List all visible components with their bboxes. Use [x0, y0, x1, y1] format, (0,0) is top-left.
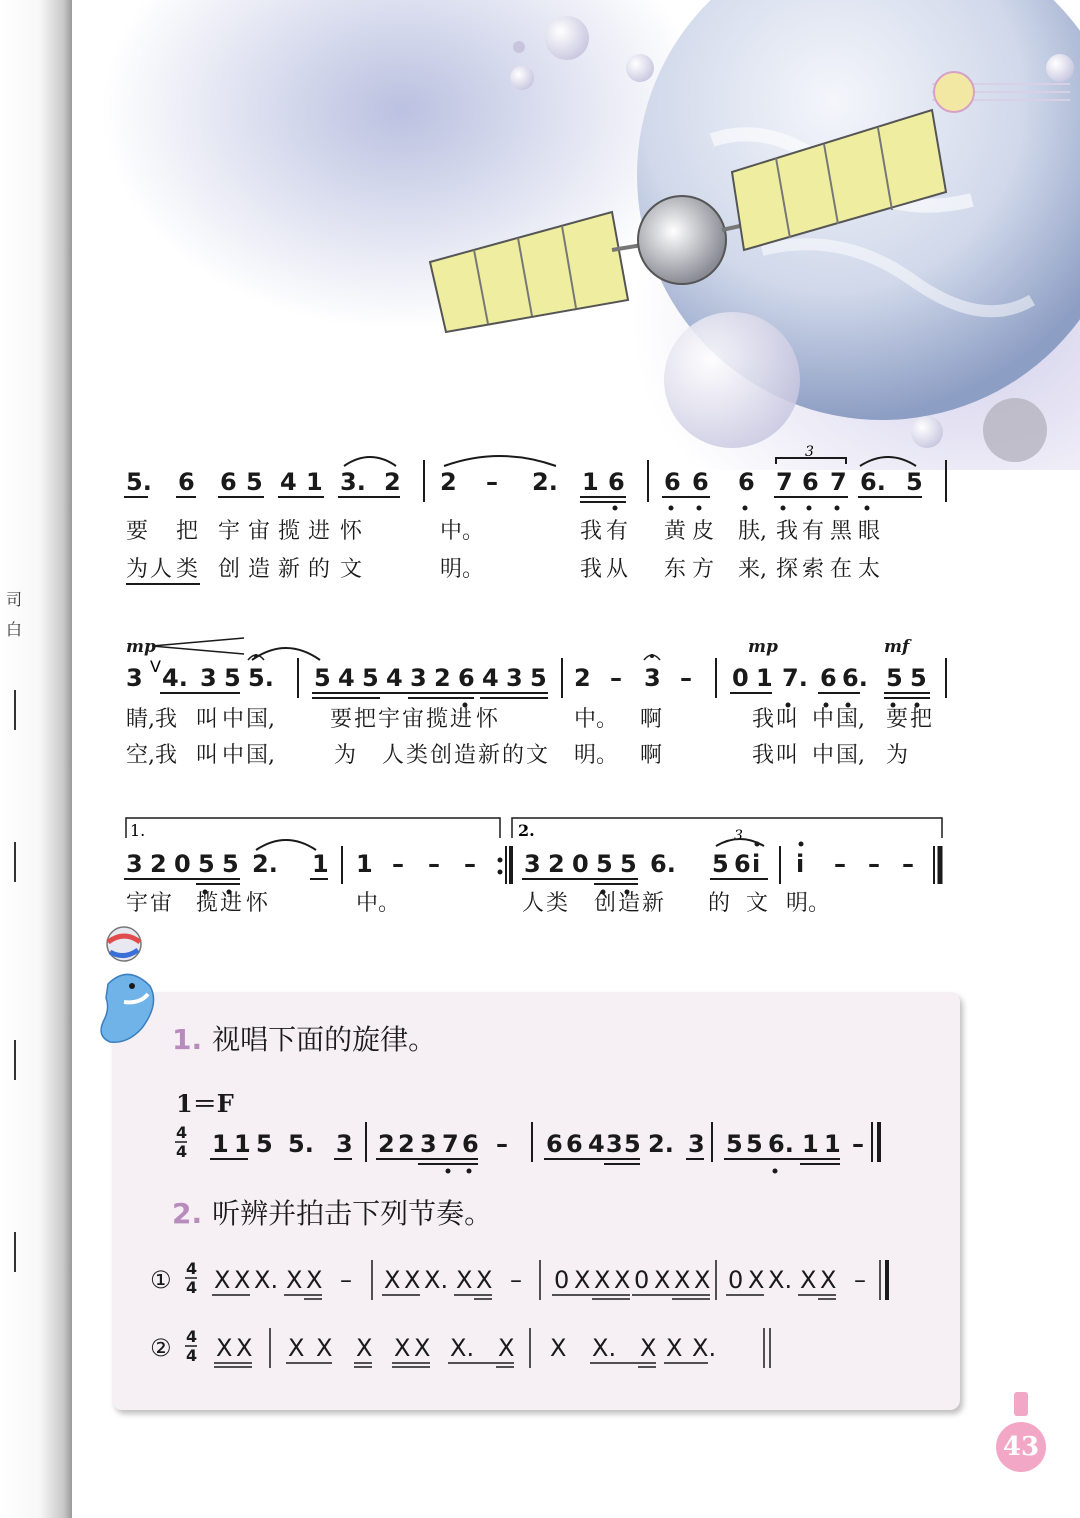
note: 2	[398, 1130, 415, 1158]
lyric: 要	[886, 707, 909, 732]
lyric: 怀	[246, 891, 269, 916]
lyric: 文	[340, 557, 363, 582]
lyric: 明。	[786, 891, 831, 916]
rhythm-token: X	[216, 1334, 233, 1362]
rhythm-token: X	[654, 1266, 671, 1294]
lyric: 的	[502, 743, 525, 768]
note: 1	[356, 850, 373, 878]
rhythm-token: X.	[592, 1334, 617, 1362]
rhythm-token: X	[476, 1266, 493, 1294]
note: 1	[212, 1130, 229, 1158]
lyric: 类	[406, 743, 429, 768]
rhythm-token: X	[748, 1266, 765, 1294]
note: 5	[910, 664, 927, 692]
rhythm-token: X.	[768, 1266, 793, 1294]
lyric: 进	[220, 891, 243, 916]
rhythm-token: –	[510, 1266, 522, 1294]
gutter-text: 司 白	[6, 590, 23, 639]
rhythm-token: X	[394, 1334, 411, 1362]
note: 7	[776, 468, 793, 496]
note: 1	[582, 468, 599, 496]
note: 6	[462, 1130, 479, 1158]
lyric: 国,	[246, 707, 275, 732]
lyric: 我	[580, 557, 603, 582]
note: i	[752, 850, 761, 878]
note: 0	[174, 850, 191, 878]
rhythm-token: X	[550, 1334, 567, 1362]
note: –	[392, 850, 404, 878]
rhythm-token: X	[574, 1266, 591, 1294]
note: 3	[200, 664, 217, 692]
lyric: 进	[450, 707, 473, 732]
lyric: 创	[218, 557, 241, 582]
rhythm-token: X	[456, 1266, 473, 1294]
note: –	[852, 1130, 864, 1158]
note: 1	[824, 1130, 841, 1158]
note: 4	[482, 664, 499, 692]
rhythm-token: X.	[254, 1266, 279, 1294]
second-ending-label: 2.	[518, 821, 535, 840]
key-signature: 1＝F	[176, 1089, 234, 1118]
note: 6.	[768, 1130, 794, 1158]
lyric: 叫	[776, 707, 799, 732]
lyric: 空,我	[126, 743, 177, 768]
lyric: 人	[382, 743, 405, 768]
lyric: 中	[812, 743, 835, 768]
note: 5	[726, 1130, 743, 1158]
lyric: 方	[692, 557, 715, 582]
rhythm-token: 0	[554, 1266, 570, 1294]
lyric: 造	[454, 743, 477, 768]
note: –	[428, 850, 440, 878]
octave-dots	[613, 506, 870, 511]
note: 6	[220, 468, 237, 496]
exercise-2-text: 听辨并拍击下列节奏。	[212, 1197, 493, 1230]
lyric: 为	[334, 743, 357, 768]
lyric: 我	[752, 743, 775, 768]
rhythm-token: X	[800, 1266, 817, 1294]
lyric: 把	[354, 707, 377, 732]
note: 5	[224, 664, 241, 692]
note: 6.	[842, 664, 868, 692]
lyric: 黑	[830, 519, 853, 544]
rhythm-token: X	[498, 1334, 515, 1362]
lyric: 东	[664, 557, 687, 582]
dynamic-mark: mf	[884, 637, 910, 657]
lyric: 中	[222, 743, 245, 768]
time-signature	[175, 1123, 187, 1161]
rhythm-token: X	[288, 1334, 305, 1362]
lyric: 要	[330, 707, 353, 732]
lyric: 有	[802, 519, 825, 544]
note: 5	[362, 664, 379, 692]
lyric: 我	[580, 519, 603, 544]
note: 5	[222, 850, 239, 878]
note: 0	[572, 850, 589, 878]
rhythm-token: X	[820, 1266, 837, 1294]
note: –	[464, 850, 476, 878]
lyric: 明。	[440, 557, 485, 582]
note: 6	[178, 468, 195, 496]
note: 2	[384, 468, 401, 496]
note: 5	[620, 850, 637, 878]
rhythm-token: –	[854, 1266, 866, 1294]
note: –	[680, 664, 692, 692]
note: 4	[338, 664, 355, 692]
lyric: 太	[858, 557, 881, 582]
lyric: 明。	[574, 743, 619, 768]
rhythm-token: X	[286, 1266, 303, 1294]
note: –	[868, 850, 880, 878]
note: 3	[126, 664, 143, 692]
note: 5	[198, 850, 215, 878]
note: 5	[596, 850, 613, 878]
lyric: 啊	[640, 743, 663, 768]
note: 1	[234, 1130, 251, 1158]
lyric: 宇	[378, 707, 401, 732]
lyrics-line-1a	[126, 519, 880, 544]
note: 4	[280, 468, 297, 496]
lyrics-line-2b	[126, 743, 908, 768]
svg-text:4: 4	[186, 1278, 198, 1297]
note: 4	[386, 664, 403, 692]
rhythm-token: X	[214, 1266, 231, 1294]
lyric: 来,	[738, 557, 767, 582]
first-ending-label: 1.	[130, 821, 146, 840]
rhythm-token: X	[594, 1266, 611, 1294]
lyric: 为	[126, 557, 149, 582]
note: 5	[746, 1130, 763, 1158]
rhythm-token: 0	[634, 1266, 650, 1294]
note: 6	[692, 468, 709, 496]
score-line-3	[126, 850, 914, 878]
page-tab	[1014, 1392, 1028, 1416]
rhythm-token: –	[340, 1266, 352, 1294]
lyric: 宇	[126, 891, 149, 916]
note: 2.	[252, 850, 278, 878]
note: 5	[712, 850, 729, 878]
note: 6	[608, 468, 625, 496]
note: 3	[410, 664, 427, 692]
note: 5	[530, 664, 547, 692]
lyric: 宙	[402, 707, 425, 732]
lyric: 揽	[278, 519, 301, 544]
note: 2	[378, 1130, 395, 1158]
lyric: 叫	[196, 707, 219, 732]
note: 2	[574, 664, 591, 692]
rhythm-token: X	[234, 1266, 251, 1294]
note: 6	[802, 468, 819, 496]
lyric: 索	[802, 557, 825, 582]
rhythm-token: X	[404, 1266, 421, 1294]
triplet-mark: 3	[805, 444, 814, 460]
lyric: 我	[752, 707, 775, 732]
svg-text:4: 4	[186, 1259, 198, 1278]
note: 3.	[340, 468, 366, 496]
gutter-mark	[14, 1040, 16, 1080]
lyric: 中	[222, 707, 245, 732]
note: 7	[442, 1130, 459, 1158]
lyric: 人	[150, 557, 173, 582]
lyric: 黄	[664, 519, 687, 544]
note: 6.	[650, 850, 676, 878]
rhythm-token: 0	[728, 1266, 744, 1294]
rhythm-2-tokens	[216, 1334, 716, 1362]
lyric: 宙	[248, 519, 271, 544]
note: 3	[420, 1130, 437, 1158]
exercise-notation	[0, 1100, 1080, 1390]
lyric: 把	[910, 707, 933, 732]
note: 5.	[248, 664, 274, 692]
rhythm-token: X	[316, 1334, 333, 1362]
triplet-mark: 3	[734, 828, 743, 844]
rhythm-token: X	[356, 1334, 373, 1362]
note: 1	[802, 1130, 819, 1158]
note: 5	[624, 1130, 641, 1158]
score-line-1	[126, 468, 923, 496]
lyric: 中。	[356, 891, 401, 916]
lyric: 从	[606, 557, 629, 582]
note: 6	[820, 664, 837, 692]
exercise-2-number: 2.	[172, 1197, 203, 1230]
lyrics-line-3	[126, 891, 830, 916]
lyric: 啊	[640, 707, 663, 732]
lyric: 有	[606, 519, 629, 544]
note: 6	[664, 468, 681, 496]
note: 2.	[532, 468, 558, 496]
lyric: 类	[176, 557, 199, 582]
note: 2	[150, 850, 167, 878]
lyric: 的	[708, 891, 731, 916]
note: 6	[546, 1130, 563, 1158]
note: 1	[306, 468, 323, 496]
note: 5	[886, 664, 903, 692]
lyric: 为	[886, 743, 909, 768]
note: 5.	[126, 468, 152, 496]
lyric: 新	[278, 557, 301, 582]
lyric: 叫	[776, 743, 799, 768]
exercise-1-text: 视唱下面的旋律。	[212, 1023, 437, 1056]
svg-text:4: 4	[186, 1327, 198, 1346]
lyric: 创	[594, 891, 617, 916]
note: 1	[312, 850, 329, 878]
lyric: 肤,	[738, 519, 767, 544]
dynamic-mark: mp	[748, 637, 778, 657]
note: 6	[458, 664, 475, 692]
note: i	[796, 850, 805, 878]
note: 2	[548, 850, 565, 878]
lyrics-line-1b	[126, 557, 880, 582]
lyric: 我	[776, 519, 799, 544]
lyric: 中	[812, 707, 835, 732]
lyric: 国,	[246, 743, 275, 768]
note: 3	[506, 664, 523, 692]
exercise-1-title	[172, 1018, 436, 1058]
note: 3	[644, 664, 661, 692]
note: 5	[246, 468, 263, 496]
note: 7	[830, 468, 847, 496]
note: 7.	[782, 664, 808, 692]
lyric: 眼	[858, 519, 881, 544]
lyric: 揽	[426, 707, 449, 732]
lyric: 类	[546, 891, 569, 916]
svg-text:4: 4	[186, 1346, 198, 1365]
note: –	[902, 850, 914, 878]
lyric: 中。	[574, 707, 619, 732]
lyric: 新	[478, 743, 501, 768]
lyric: 把	[176, 519, 199, 544]
note: 3	[524, 850, 541, 878]
crescendo-mark	[152, 638, 244, 654]
note: –	[834, 850, 846, 878]
lyric: 新	[642, 891, 665, 916]
lyric: 皮	[692, 519, 715, 544]
dynamic-mark: mp	[126, 637, 156, 657]
lyric: 揽	[196, 891, 219, 916]
lyrics-line-2a	[126, 707, 932, 732]
lyric: 要	[126, 519, 149, 544]
note: 0	[732, 664, 749, 692]
lyric: 宙	[150, 891, 173, 916]
rhythm-token: X	[674, 1266, 691, 1294]
note: 3	[688, 1130, 705, 1158]
rhythm-2-label: ②	[150, 1334, 172, 1362]
lyric: 宇	[218, 519, 241, 544]
dolphin-mascot-icon	[88, 924, 178, 1054]
rhythm-token: X.	[450, 1334, 475, 1362]
rhythm-token: X.	[424, 1266, 449, 1294]
note: –	[496, 1130, 508, 1158]
note: 6	[566, 1130, 583, 1158]
breath-mark: V	[150, 657, 161, 676]
note: 3	[606, 1130, 623, 1158]
rhythm-token: X	[614, 1266, 631, 1294]
note: 6	[738, 468, 755, 496]
lyric: 人	[522, 891, 545, 916]
note: 2	[434, 664, 451, 692]
lyric: 造	[248, 557, 271, 582]
note: 3	[126, 850, 143, 878]
lyric: 探	[776, 557, 799, 582]
lyric: 进	[308, 519, 331, 544]
exercise-1-number: 1.	[172, 1023, 203, 1056]
lyric: 在	[830, 557, 853, 582]
note: 6	[734, 850, 751, 878]
rhythm-1-label: ①	[150, 1266, 172, 1294]
note: 4	[588, 1130, 605, 1158]
rhythm-token: X	[666, 1334, 683, 1362]
rhythm-token: X	[236, 1334, 253, 1362]
note: 5	[256, 1130, 273, 1158]
lyric: 造	[618, 891, 641, 916]
rhythm-token: X.	[692, 1334, 717, 1362]
svg-text:4: 4	[176, 1123, 188, 1142]
note: 4.	[162, 664, 188, 692]
lyric: 怀	[476, 707, 499, 732]
lyric: 中。	[440, 519, 485, 544]
lyric: 文	[526, 743, 549, 768]
lyric: 国,	[836, 743, 865, 768]
lyric: 怀	[340, 519, 363, 544]
note: –	[486, 468, 498, 496]
note: 6.	[860, 468, 886, 496]
note: 5	[906, 468, 923, 496]
lyric: 文	[746, 891, 769, 916]
note: –	[610, 664, 622, 692]
lyric: 的	[308, 557, 331, 582]
rhythm-token: X	[414, 1334, 431, 1362]
note: 2.	[648, 1130, 674, 1158]
note: 2	[440, 468, 457, 496]
note: 5	[314, 664, 331, 692]
rhythm-token: X	[306, 1266, 323, 1294]
page-number: 43	[996, 1422, 1046, 1472]
lyric: 睛,我	[126, 707, 177, 732]
rhythm-token: X	[694, 1266, 711, 1294]
note: 3	[336, 1130, 353, 1158]
lyric: 国,	[836, 707, 865, 732]
melody-notes	[212, 1130, 864, 1158]
lyric: 叫	[196, 743, 219, 768]
score-line-2	[126, 664, 927, 692]
lyric: 创	[430, 743, 453, 768]
note: 1	[756, 664, 773, 692]
rhythm-token: X	[640, 1334, 657, 1362]
rhythm-token: X	[384, 1266, 401, 1294]
svg-text:4: 4	[176, 1142, 188, 1161]
note: 5.	[288, 1130, 314, 1158]
